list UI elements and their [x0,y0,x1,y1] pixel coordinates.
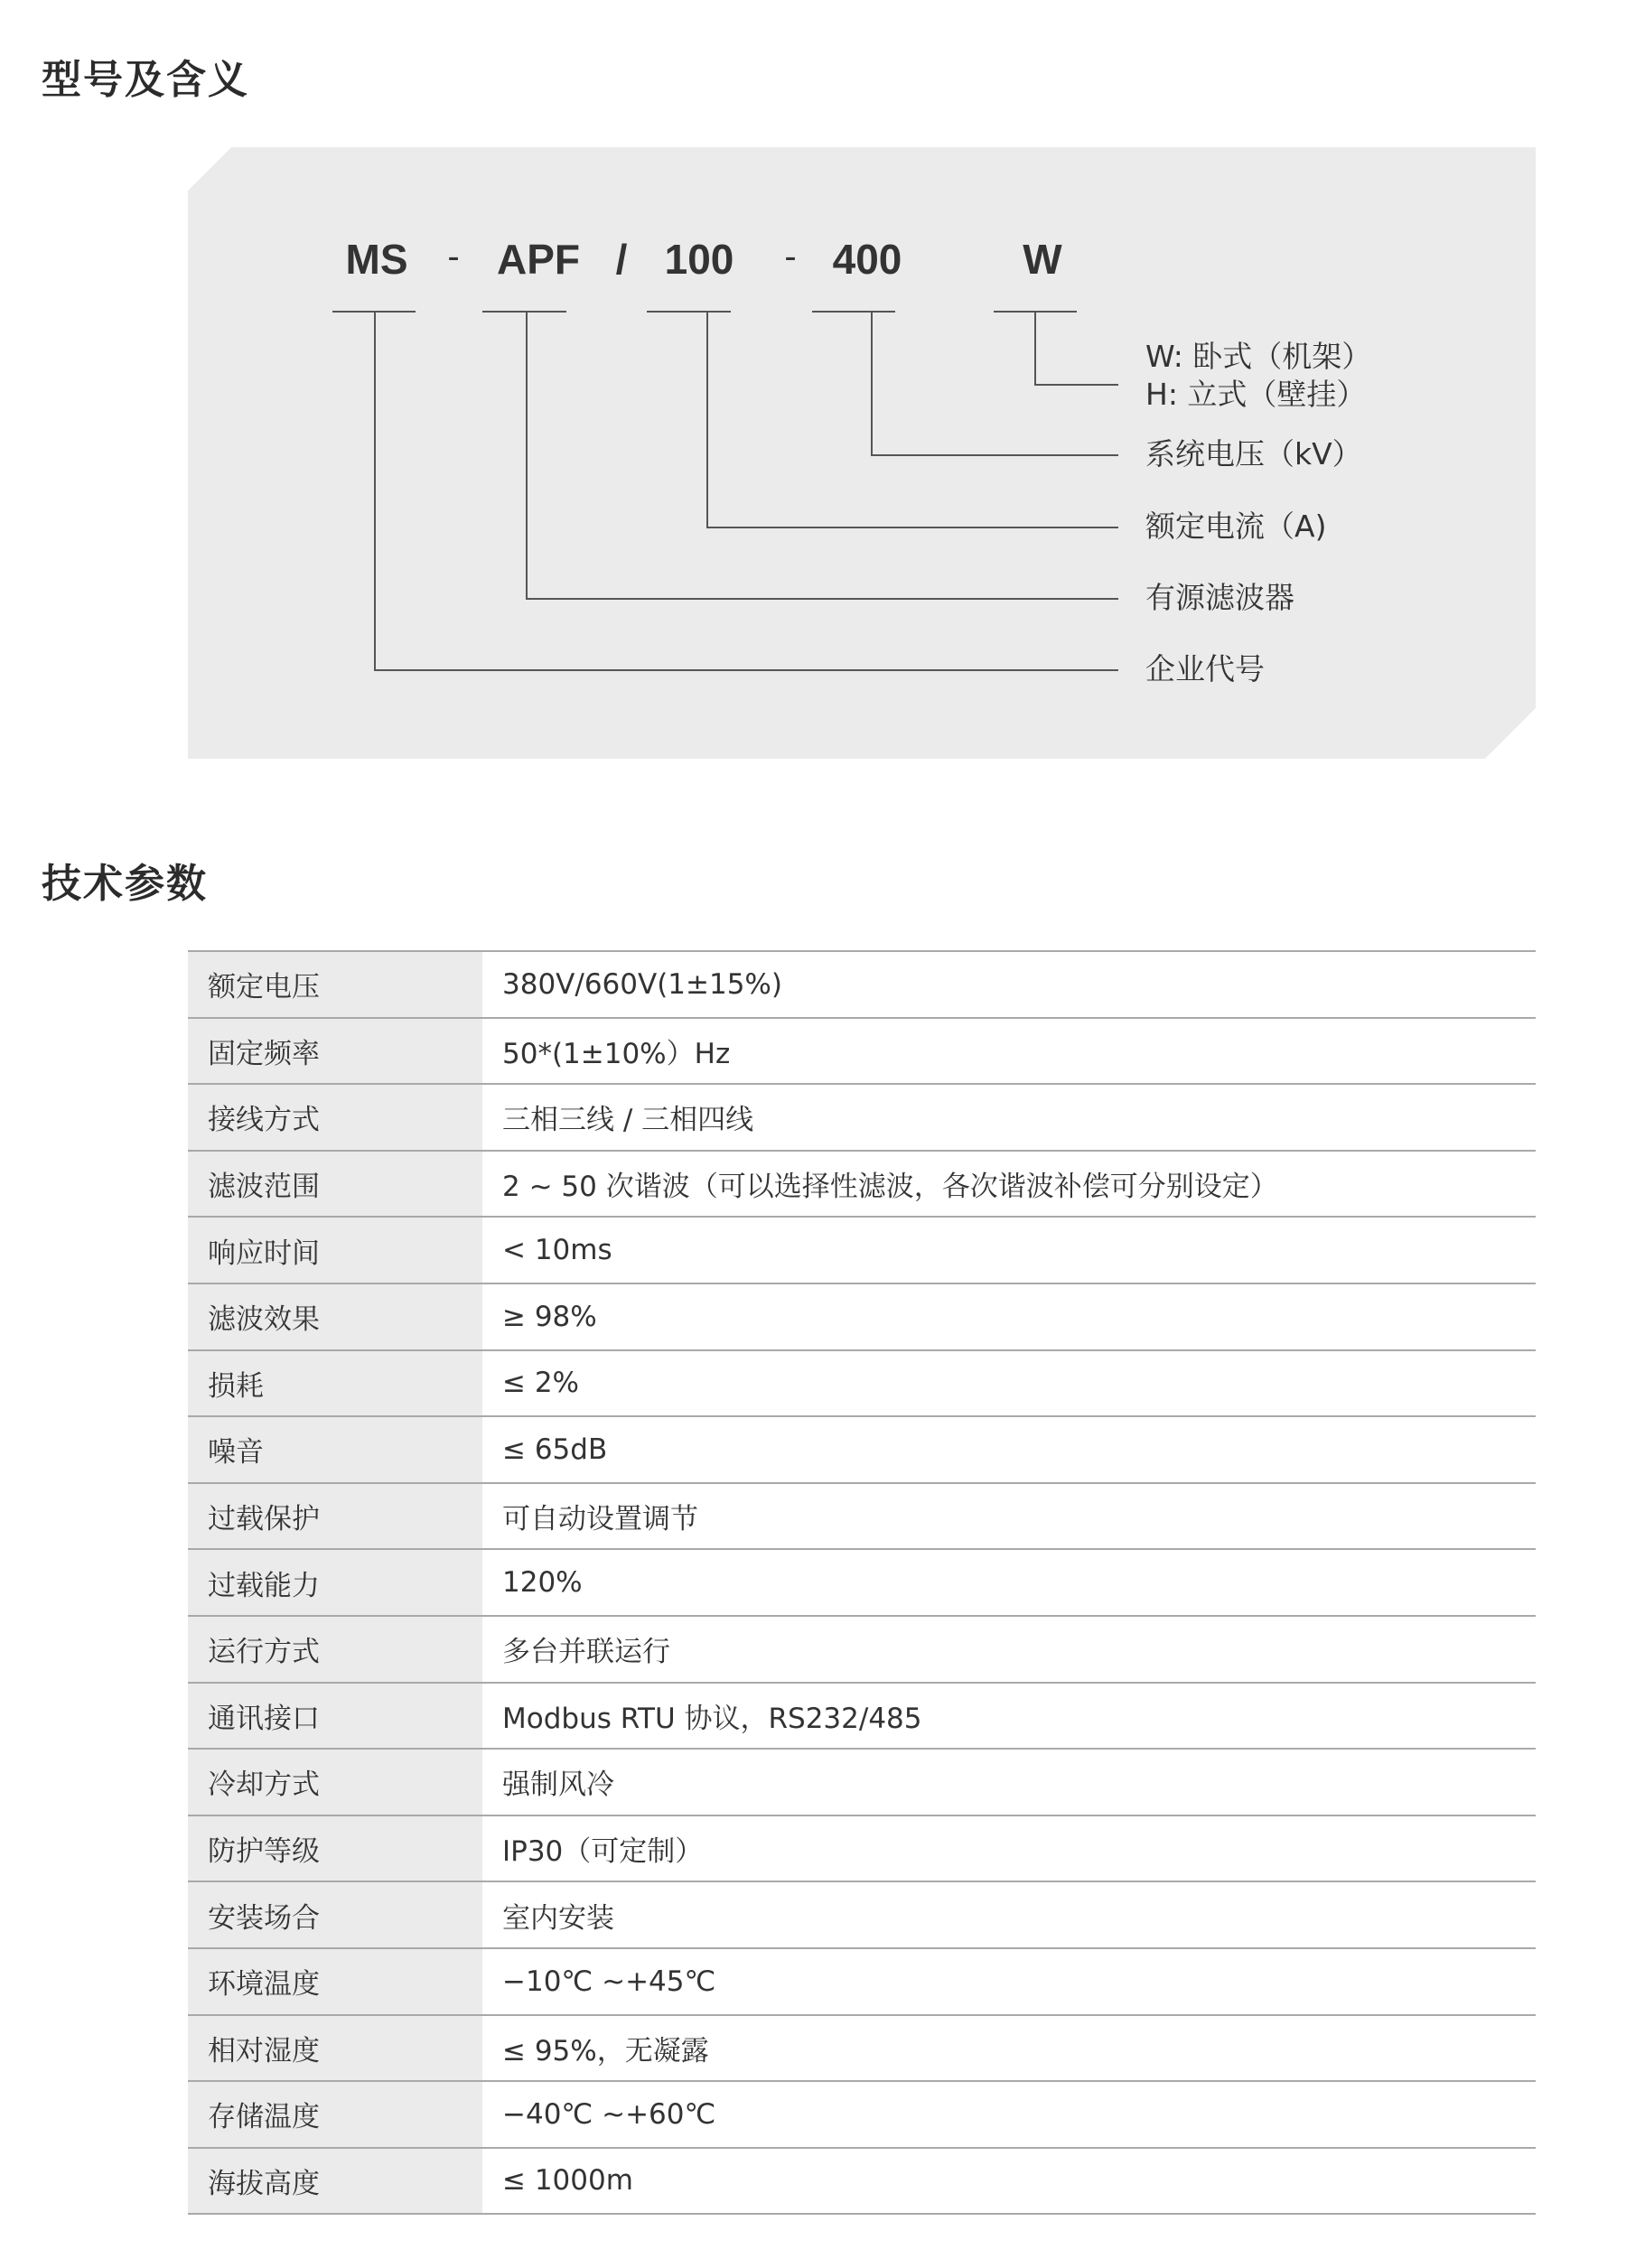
section-title-specs: 技术参数 [42,861,208,907]
spec-value: ≤ 65dB [482,1416,1536,1483]
meaning-filter: 有源滤波器 [1145,580,1294,615]
meaning-install-vertical: H: 立式（壁挂） [1145,377,1367,412]
spec-value: 强制风冷 [482,1749,1536,1815]
table-row [188,1683,1536,1750]
spec-label: 存储温度 [188,2081,482,2148]
spec-value: IP30（可定制） [482,1815,1536,1882]
spec-value: −40℃ ~+60℃ [482,2081,1536,2148]
spec-value: ≤ 95%，无凝露 [482,2015,1536,2082]
spec-label: 噪音 [188,1416,482,1483]
table-row [188,1616,1536,1683]
spec-value: −10℃ ~+45℃ [482,1948,1536,2015]
spec-label: 通讯接口 [188,1683,482,1750]
spec-value: 120% [482,1549,1536,1616]
spec-value: 室内安装 [482,1881,1536,1948]
table-row [188,1018,1536,1085]
leader-install-type [1035,312,1118,385]
meaning-current: 额定电流（A) [1145,509,1327,544]
table-row [188,1350,1536,1417]
meaning-install-horizontal: W: 卧式（机架） [1145,339,1372,374]
code-apf: APF [497,236,580,283]
table-row [188,1948,1536,2015]
spec-label: 海拔高度 [188,2148,482,2215]
separator-dash-1: - [447,237,460,276]
table-row [188,1749,1536,1815]
spec-label: 过载保护 [188,1483,482,1550]
table-row [188,2015,1536,2082]
spec-label: 额定电压 [188,951,482,1018]
spec-table [188,950,1536,2215]
spec-label: 防护等级 [188,1815,482,1882]
table-row [188,1084,1536,1151]
spec-label: 安装场合 [188,1881,482,1948]
code-current: 100 [664,236,734,283]
model-diagram [188,147,1536,759]
spec-label: 损耗 [188,1350,482,1417]
separator-dash-2: - [784,237,797,276]
spec-value: 2 ~ 50 次谐波（可以选择性滤波，各次谐波补偿可分别设定） [482,1151,1536,1218]
spec-value: 三相三线 / 三相四线 [482,1084,1536,1151]
spec-value: < 10ms [482,1217,1536,1283]
spec-label: 响应时间 [188,1217,482,1283]
spec-value: Modbus RTU 协议，RS232/485 [482,1683,1536,1750]
spec-label: 滤波效果 [188,1283,482,1350]
spec-label: 接线方式 [188,1084,482,1151]
meaning-voltage: 系统电压（kV） [1145,436,1362,471]
spec-value: 多台并联运行 [482,1616,1536,1683]
spec-label: 环境温度 [188,1948,482,2015]
separator-slash: / [615,236,628,283]
spec-value: 可自动设置调节 [482,1483,1536,1550]
spec-label: 固定频率 [188,1018,482,1085]
spec-value: 50*(1±10%）Hz [482,1018,1536,1085]
table-row [188,2148,1536,2215]
leader-company [375,312,1118,670]
table-row [188,1881,1536,1948]
leader-current [707,312,1118,527]
table-row [188,1416,1536,1483]
table-row [188,951,1536,1018]
spec-value: ≥ 98% [482,1283,1536,1350]
spec-label: 滤波范围 [188,1151,482,1218]
table-row [188,1815,1536,1882]
section-title-model: 型号及含义 [42,57,249,103]
leader-voltage [872,312,1118,455]
code-install-type: W [1023,236,1062,283]
spec-label: 冷却方式 [188,1749,482,1815]
table-row [188,1549,1536,1616]
table-row [188,1483,1536,1550]
spec-value: ≤ 2% [482,1350,1536,1417]
code-voltage: 400 [832,236,902,283]
spec-value: ≤ 1000m [482,2148,1536,2215]
table-row [188,1151,1536,1218]
spec-value: 380V/660V(1±15%) [482,951,1536,1018]
table-row [188,2081,1536,2148]
table-row [188,1283,1536,1350]
meaning-company: 企业代号 [1145,651,1265,686]
spec-label: 相对湿度 [188,2015,482,2082]
model-diagram-panel [188,147,1536,759]
code-ms: MS [345,236,408,283]
table-row [188,1217,1536,1283]
spec-label: 过载能力 [188,1549,482,1616]
spec-label: 运行方式 [188,1616,482,1683]
